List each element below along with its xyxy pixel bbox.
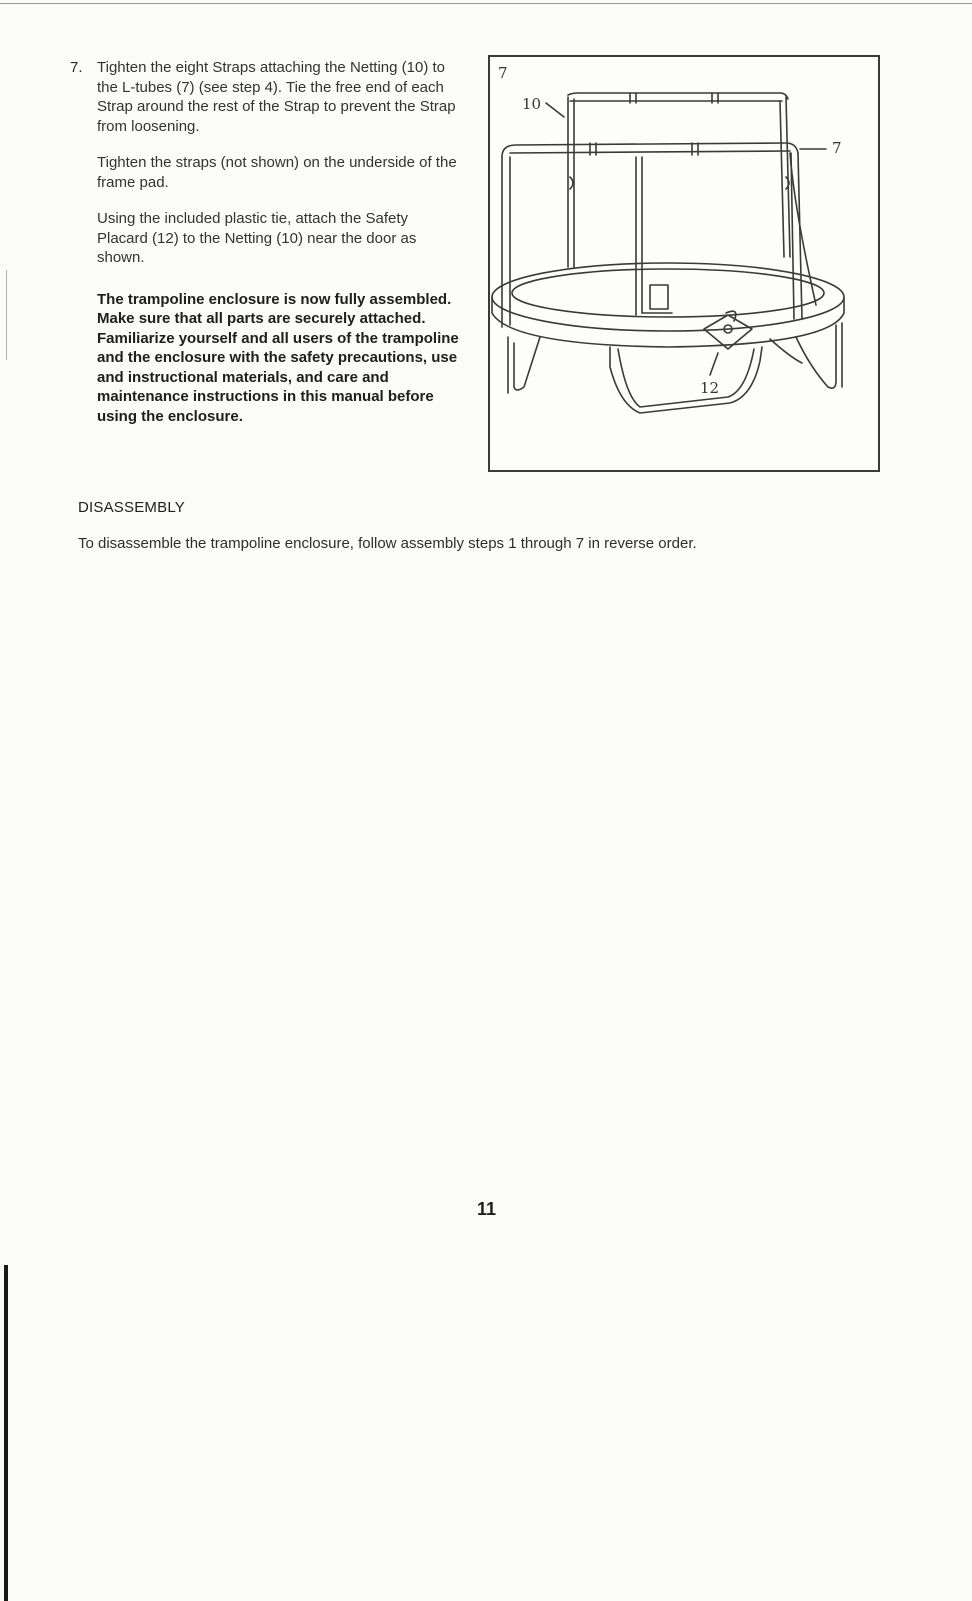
back-top-rail bbox=[568, 93, 788, 99]
step-number: 7. bbox=[70, 59, 83, 76]
step-7-paragraph-underside: Tighten the straps (not shown) on the underside of the frame pad. bbox=[97, 154, 457, 191]
step-7-instructions bbox=[70, 58, 460, 443]
placard-box bbox=[650, 285, 668, 309]
leg-right-front bbox=[796, 325, 836, 388]
callout-netting-label: 10 bbox=[522, 95, 542, 113]
step-7-figure bbox=[488, 55, 880, 472]
step-7-paragraph-placard: Using the included plastic tie, attach the Safety Placard (12) to the Netting (10) near the door as shown. bbox=[97, 210, 417, 266]
figure-step-label: 7 bbox=[498, 64, 508, 82]
disassembly-heading: DISASSEMBLY bbox=[78, 499, 185, 516]
step-7-paragraph-straps: Tighten the eight Straps attaching the Netting (10) to the L-tubes (7) (see step 4). Tie the free end of each Strap around the rest of the Strap to prevent the Strap from loosening. bbox=[97, 59, 456, 135]
front-top-rail bbox=[502, 143, 798, 157]
top-scan-rule bbox=[0, 3, 972, 4]
trampoline-enclosure-drawing bbox=[490, 57, 878, 470]
disassembly-text: To disassemble the trampoline enclosure, follow assembly steps 1 through 7 in reverse order. bbox=[78, 535, 697, 552]
scan-edge-shadow bbox=[4, 1265, 8, 1601]
step-7-safety-notice: The trampoline enclosure is now fully assembled. Make sure that all parts are securely attached. Familiarize yourself and all users of the trampoline and the enclosure with the safety precautions, use and instructional materials, and care and maintenance instructions in this manual before using the enclosure. bbox=[97, 290, 459, 425]
leg-center bbox=[610, 347, 762, 413]
callout-ltube-label: 7 bbox=[832, 139, 842, 157]
callout-line-netting bbox=[546, 103, 564, 117]
scan-edge-mark bbox=[6, 270, 7, 360]
leg-left-front bbox=[514, 337, 540, 390]
callout-line-placard bbox=[710, 353, 718, 375]
page-number: 11 bbox=[477, 1199, 497, 1219]
callout-placard-label: 12 bbox=[700, 379, 720, 397]
